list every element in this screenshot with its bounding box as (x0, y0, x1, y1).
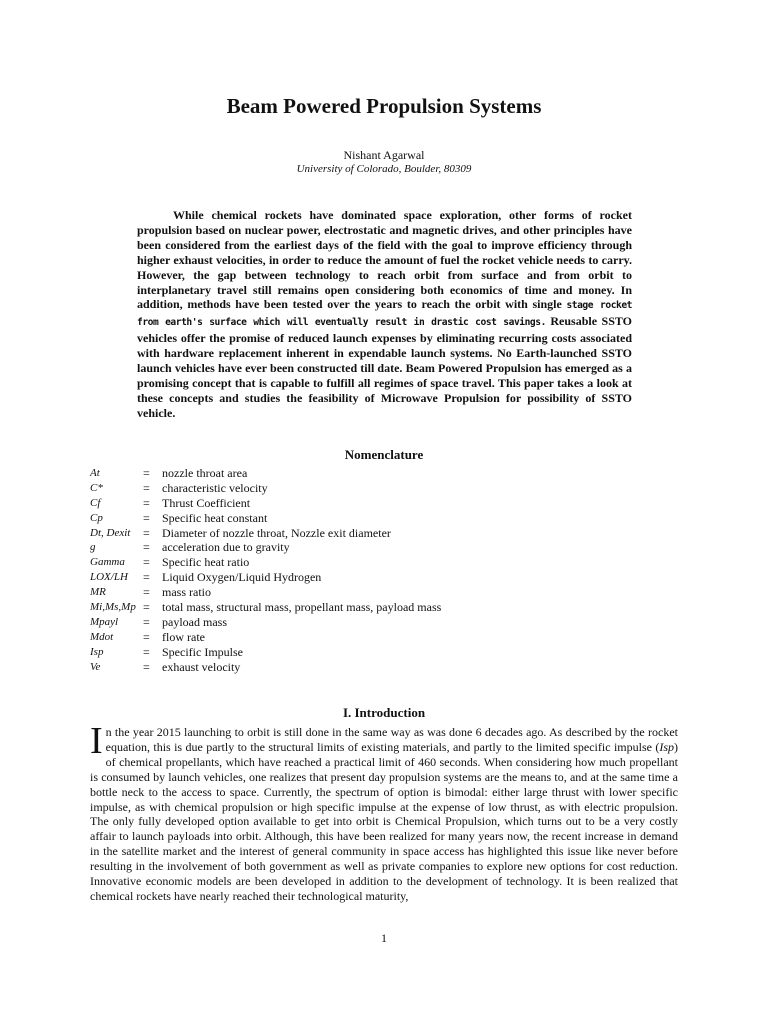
nomenclature-row (90, 511, 690, 526)
nomenclature-equals: = (143, 570, 150, 585)
nomenclature-row (90, 570, 690, 585)
author-affiliation: University of Colorado, Boulder, 80309 (296, 163, 472, 175)
nomenclature-symbol: Gamma (90, 556, 125, 569)
nomenclature-symbol: g (90, 541, 96, 554)
nomenclature-definition: acceleration due to gravity (162, 540, 290, 555)
intro-isp: Isp (659, 739, 674, 754)
nomenclature-row (90, 540, 690, 555)
introduction-heading: I. Introduction (342, 705, 426, 720)
nomenclature-list (90, 466, 690, 674)
nomenclature-definition: characteristic velocity (162, 480, 268, 495)
author-name: Nishant Agarwal (343, 148, 425, 162)
nomenclature-equals: = (143, 600, 150, 615)
abstract (137, 208, 632, 421)
nomenclature-definition: Liquid Oxygen/Liquid Hydrogen (162, 570, 322, 585)
nomenclature-equals: = (143, 644, 150, 659)
nomenclature-heading: Nomenclature (344, 447, 424, 462)
nomenclature-row (90, 496, 690, 511)
nomenclature-equals: = (143, 495, 150, 510)
nomenclature-symbol: Cp (90, 511, 103, 524)
nomenclature-equals: = (143, 629, 150, 644)
nomenclature-symbol: Mpayl (90, 615, 119, 628)
nomenclature-definition: nozzle throat area (162, 466, 248, 480)
nomenclature-definition: payload mass (162, 614, 227, 629)
nomenclature-row (90, 466, 690, 481)
introduction-paragraph (90, 720, 678, 904)
paper-title: Beam Powered Propulsion Systems (226, 94, 542, 118)
intro-text-continued: ) of chemical propellants, which have reached a practical limit of 460 seconds. When considering how much propellant is consumed by launch vehicles, one realizes that present day propulsion systems are the means to, and at the same time a bottle neck to the access to space. Currently, the spectrum of option is bimodal: either large thrust with lower specific impulse, as with chemical propulsion or high specific impulse at the expense of low thrust, as with electric propulsion. The only fully developed option available to get into orbit is Chemical Propulsion, which turns out to be a very costly affair to launch payloads into orbit. Although, this have been realized for many years now, the recent increase in demand in the satellite market and the interest of general community in space access has highlighted this issue like never before resulting in the involvement of both government as well as private companies to explore new options for cost reduction. Innovative economic models are been developed in addition to the development of technology. It is been realized that chemical rockets have nearly reached their technological maturity, (90, 739, 678, 903)
nomenclature-equals: = (143, 614, 150, 629)
nomenclature-equals: = (143, 659, 150, 674)
nomenclature-definition: Specific heat ratio (162, 555, 250, 570)
nomenclature-row (90, 630, 690, 645)
nomenclature-definition: Diameter of nozzle throat, Nozzle exit diameter (162, 525, 391, 540)
nomenclature-definition: Specific Impulse (162, 644, 243, 659)
nomenclature-symbol: Mdot (90, 630, 114, 643)
intro-text: n the year 2015 launching to orbit is still done in the same way as was done 6 decades ago. As described by the rocket equation, this is due partly to the structural limits of existing materials, and partly to the limited specific impulse ( (105, 725, 678, 754)
nomenclature-symbol: Dt, Dexit (90, 526, 131, 539)
page-number: 1 (381, 931, 387, 945)
nomenclature-equals: = (143, 510, 150, 525)
nomenclature-definition: Specific heat constant (162, 510, 268, 525)
nomenclature-equals: = (143, 585, 150, 600)
nomenclature-row (90, 526, 690, 541)
nomenclature-equals: = (143, 555, 150, 570)
nomenclature-symbol: MR (90, 586, 106, 599)
nomenclature-row (90, 555, 690, 570)
nomenclature-symbol: LOX/LH (90, 571, 128, 584)
nomenclature-symbol: Cf (90, 496, 101, 509)
nomenclature-definition: exhaust velocity (162, 659, 241, 674)
nomenclature-definition: flow rate (162, 629, 205, 644)
nomenclature-row (90, 585, 690, 600)
nomenclature-equals: = (143, 480, 150, 495)
abstract-text: While chemical rockets have dominated space exploration, other forms of rocket propulsion based on nuclear power, electrostatic and magnetic drives, and other principles have been considered from the earliest days of the field with the goal to improve efficiency through higher exhaust velocities, in order to reduce the amount of fuel the rocket vehicle needs to carry. However, the gap between technology to reach orbit from surface and from orbit to interplanetary travel still remains open considering both economics of time and money. In addition, methods have been tested over the years to reach the orbit with single (137, 208, 632, 312)
nomenclature-equals: = (143, 540, 150, 555)
nomenclature-equals: = (143, 525, 150, 540)
nomenclature-row (90, 600, 690, 615)
nomenclature-row (90, 615, 690, 630)
nomenclature-equals: = (143, 466, 150, 480)
nomenclature-definition: Thrust Coefficient (162, 495, 251, 510)
abstract-text-end: Reusable SSTO vehicles offer the promise of reduced launch expenses by eliminating recurring costs associated with hardware replacement inherent in expendable launch systems. No Earth-launched SSTO launch vehicles have ever been constructed till date. Beam Powered Propulsion has emerged as a promising concept that is capable to fulfill all regimes of space travel. This paper takes a look at these concepts and studies the feasibility of Microwave Propulsion for possibility of SSTO vehicle. (137, 314, 633, 420)
nomenclature-symbol: Mi,Ms,Mp (90, 601, 136, 614)
nomenclature-symbol: C* (90, 481, 103, 494)
nomenclature-definition: total mass, structural mass, propellant mass, payload mass (162, 600, 442, 615)
nomenclature-row (90, 660, 690, 675)
abstract-text-odd-font: stage rocket from earth's surface which will eventually result in drastic cost savings. (137, 300, 633, 329)
nomenclature-symbol: Isp (90, 645, 104, 658)
nomenclature-symbol: Ve (90, 660, 101, 673)
drop-cap: I (90, 720, 103, 762)
nomenclature-row (90, 645, 690, 660)
nomenclature-row (90, 481, 690, 496)
nomenclature-symbol: At (90, 467, 100, 479)
nomenclature-definition: mass ratio (162, 585, 211, 600)
